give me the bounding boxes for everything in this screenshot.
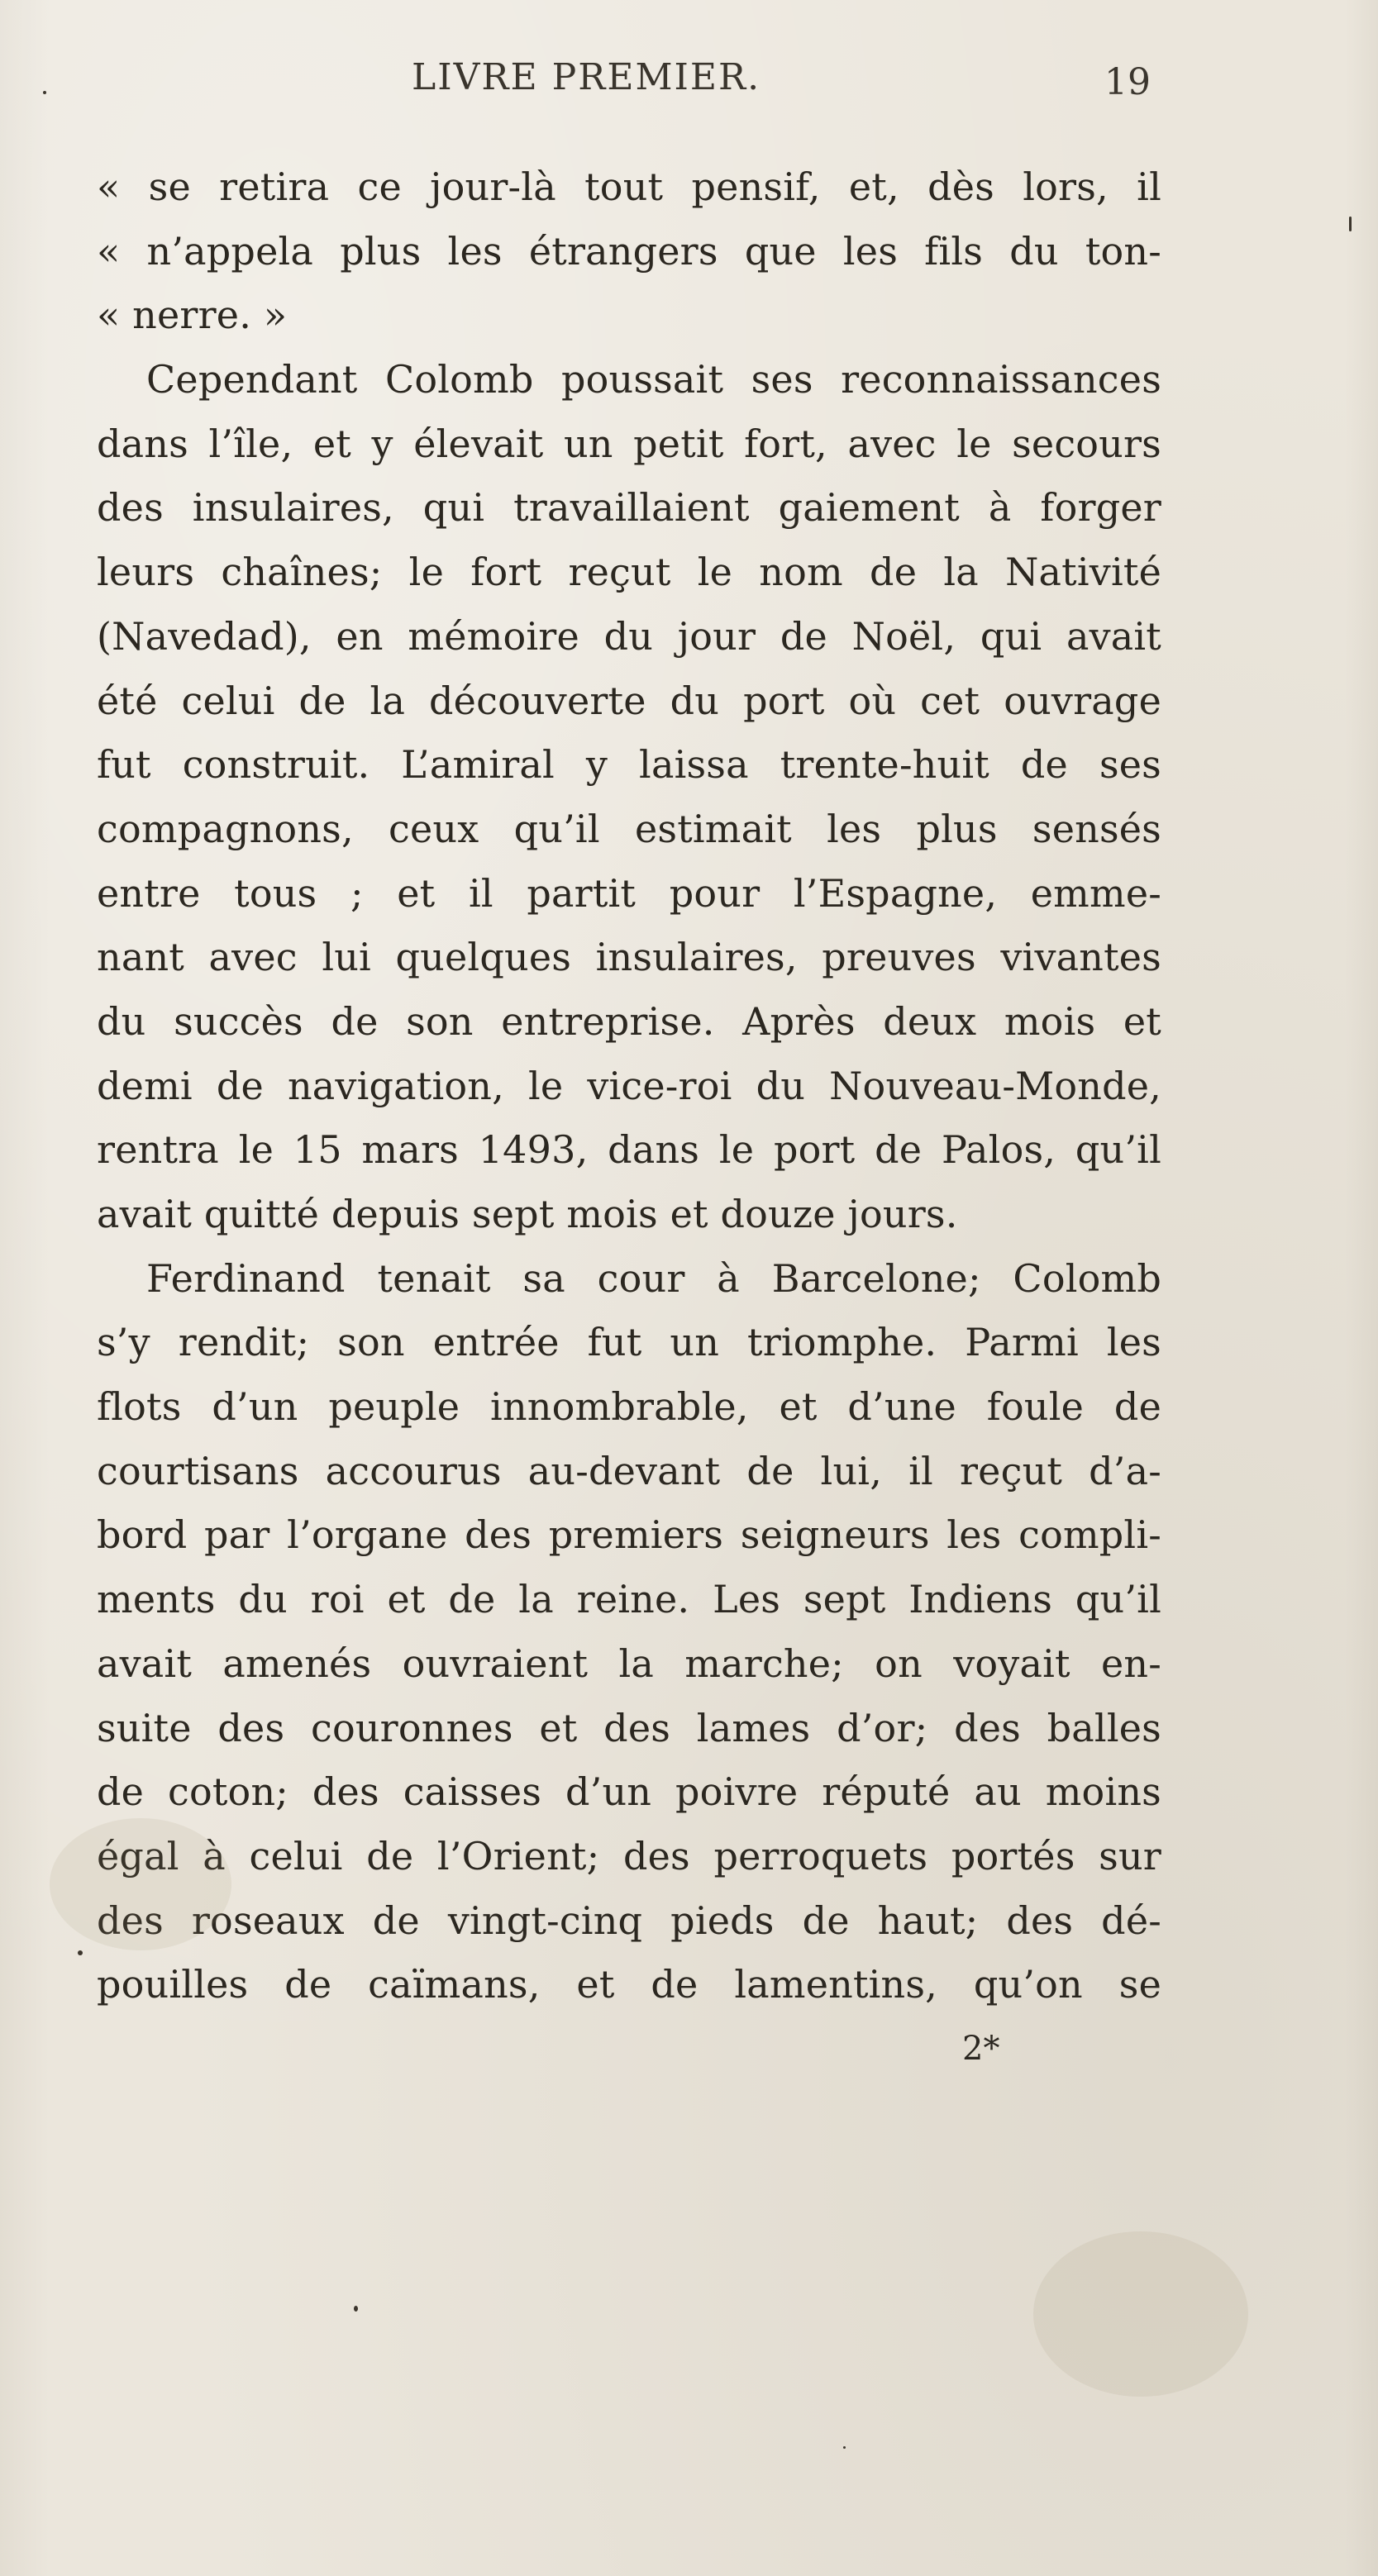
text-line: compagnons, ceux qu’il estimait les plus sensés	[97, 806, 1161, 851]
text-line: égal à celui de l’Orient; des perroquets portés sur	[97, 1833, 1161, 1878]
text-line: (Navedad), en mémoire du jour de Noël, qui avait	[97, 613, 1161, 659]
text-line: avait quitté depuis sept mois et douze jours.	[97, 1192, 958, 1236]
paper-speck	[354, 2306, 358, 2312]
body-text	[97, 155, 1161, 2017]
text-line: leurs chaînes; le fort reçut le nom de la Nativité	[97, 550, 1161, 595]
text-line: rentra le 15 mars 1493, dans le port de Palos, qu’il	[97, 1127, 1161, 1173]
text-line: avait amenés ouvraient la marche; on voyait en-	[97, 1640, 1161, 1686]
text-line: « se retira ce jour-là tout pensif, et, dès lors, il	[97, 164, 1161, 209]
paper-speck	[78, 1950, 83, 1955]
text-line: courtisans accourus au-devant de lui, il reçut d’a-	[97, 1448, 1161, 1493]
text-line: dans l’île, et y élevait un petit fort, avec le secours	[97, 421, 1161, 466]
text-line: des insulaires, qui travaillaient gaiement à forger	[97, 485, 1161, 531]
text-line: pouilles de caïmans, et de lamentins, qu’on se	[97, 1962, 1161, 2007]
text-line: Cependant Colomb poussait ses reconnaissances	[146, 357, 1161, 402]
text-line: des roseaux de vingt-cinq pieds de haut; des dé-	[97, 1897, 1161, 1943]
text-line: s’y rendit; son entrée fut un triomphe. Parmi les	[97, 1320, 1161, 1365]
text-line: suite des couronnes et des lames d’or; des balles	[97, 1705, 1161, 1750]
text-line: été celui de la découverte du port où cet ouvrage	[97, 678, 1161, 723]
running-title: LIVRE PREMIER.	[412, 56, 761, 98]
paper-stain	[1033, 2231, 1248, 2397]
running-head	[0, 56, 1378, 106]
text-line: du succès de son entreprise. Après deux mois et	[97, 998, 1161, 1044]
signature-mark: 2*	[962, 2030, 1000, 2068]
paper-speck	[43, 91, 46, 94]
text-line: « n’appela plus les étrangers que les fils du ton-	[97, 228, 1161, 274]
text-line: bord par l’organe des premiers seigneurs les compli-	[97, 1512, 1161, 1558]
text-line: flots d’un peuple innombrable, et d’une foule de	[97, 1384, 1161, 1430]
text-line: « nerre. »	[97, 293, 288, 338]
text-line: demi de navigation, le vice-roi du Nouveau-Monde,	[97, 1063, 1161, 1108]
text-line: de coton; des caisses d’un poivre réputé au moins	[97, 1769, 1161, 1815]
text-line: fut construit. L’amiral y laissa trente-huit de ses	[97, 742, 1161, 788]
text-line: Ferdinand tenait sa cour à Barcelone; Colomb	[146, 1255, 1161, 1301]
page-number: 19	[1104, 61, 1151, 103]
paper-speck	[1349, 217, 1352, 231]
text-line: nant avec lui quelques insulaires, preuves vivantes	[97, 935, 1161, 980]
paper-speck	[843, 2446, 846, 2449]
text-line: ments du roi et de la reine. Les sept Indiens qu’il	[97, 1577, 1161, 1622]
text-line: entre tous ; et il partit pour l’Espagne, emme-	[97, 870, 1161, 916]
paper-stain	[50, 1818, 231, 1950]
